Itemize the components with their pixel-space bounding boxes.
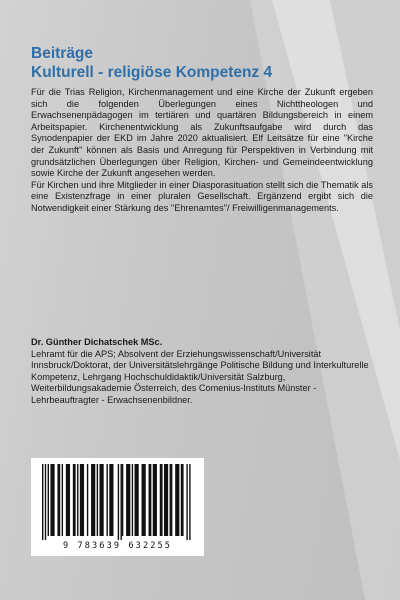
barcode-bar — [132, 464, 133, 536]
barcode-bar — [91, 464, 95, 536]
barcode-bar — [153, 464, 157, 536]
barcode-bar — [122, 464, 123, 536]
barcode-bar — [135, 464, 139, 536]
author-info — [31, 337, 373, 407]
barcode-bar — [87, 464, 88, 536]
barcode-bar — [160, 464, 163, 536]
barcode-bar — [118, 464, 119, 540]
barcode-bar — [57, 464, 60, 536]
author-bio: Lehramt für die APS; Absolvent der Erziehungswissenschaft/Universität Innsbruck/Doktorat, der Universitätslehrgänge Politische Bildung und Interkulturelle Kompetenz, Lehrgang Hochschuldidaktik/Universität Salzburg, Weiterbildungsakademie Österreich, des Comenius-Instituts Münster - Lehrbeauftragter - Erwachsenenbildner. — [31, 348, 369, 405]
abstract-text — [31, 87, 373, 215]
barcode-bar — [97, 464, 98, 536]
barcode-bar — [66, 464, 70, 536]
barcode-bar — [106, 464, 107, 536]
barcode-bar — [170, 464, 173, 536]
barcode-bar — [45, 464, 46, 540]
barcode-bar — [189, 464, 190, 540]
barcode-bar — [126, 464, 130, 536]
barcode-bar — [48, 464, 49, 536]
barcode-bar — [99, 464, 103, 536]
barcode-bar — [175, 464, 179, 536]
isbn-barcode — [31, 458, 204, 556]
abstract-paragraph-2: Für Kirchen und ihre Mitglieder in einer Diasporasituation stellt sich die Thematik als eine Existenzfrage in einer pluralen Gesellschaft. Ergänzend ergibt sich die Notwendigkeit einer Stärkung des "Ehrenamtes"/ Freiwilligenmanagements. — [31, 179, 373, 213]
barcode-bar — [80, 464, 84, 536]
barcode-bar — [42, 464, 43, 540]
barcode-bar — [73, 464, 76, 536]
barcode-bar — [121, 464, 122, 540]
barcode-bar — [142, 464, 146, 536]
barcode-digits: 9 783639 632255 — [62, 541, 173, 551]
barcode-bars — [40, 464, 195, 540]
barcode-bar — [62, 464, 63, 536]
barcode-bar — [109, 464, 113, 536]
title-line-series: Beiträge — [31, 45, 94, 62]
abstract-paragraph-1: Für die Trias Religion, Kirchenmanagement und eine Kirche der Zukunft ergeben sich die folgenden Überlegungen eines Nichttheologen und Erwachsenenpädagogen im tertiären und quartären Bildungsbereich in einem Arbeitspapier. Kirchenentwicklung als Zukunftsaufgabe wird durch das Synodenpapier der EKD im Jahre 2020 aktualisiert. Elf Leitsätze für eine "Kirche der Zukunft" können als Basis und Anregung für Perspektiven in Verbindung mit grundsätzlichen Überlegungen über Religion, Kirchen- und Gemeindeentwicklung sowie Kirche der Zukunft angesehen werden. — [31, 87, 373, 179]
barcode-bar — [149, 464, 152, 536]
barcode-bar — [77, 464, 78, 536]
book-title — [31, 44, 371, 82]
barcode-bar — [186, 464, 187, 540]
barcode-bar — [164, 464, 168, 536]
author-name: Dr. Günther Dichatschek MSc. — [31, 337, 163, 347]
barcode-bar — [50, 464, 54, 536]
barcode-bar — [181, 464, 184, 536]
title-line-subtitle: Kulturell - religiöse Kompetenz 4 — [31, 64, 273, 81]
